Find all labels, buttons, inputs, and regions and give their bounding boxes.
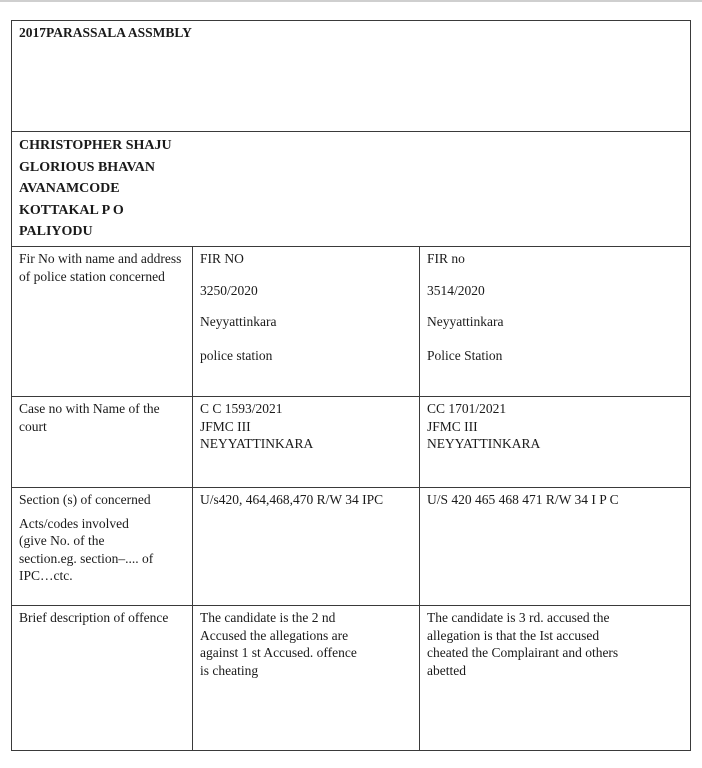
address-line-town: PALIYODU xyxy=(19,224,93,239)
address-line-locality: AVANAMCODE xyxy=(19,181,120,196)
brief-case2-cell xyxy=(420,606,691,751)
fir-case1-station: Neyyattinkara xyxy=(200,314,277,330)
acts-note-line: IPC…ctc. xyxy=(19,568,73,584)
brief-case2-line: The candidate is 3 rd. accused the xyxy=(427,610,610,625)
fir-case2-station-suffix: Police Station xyxy=(427,347,503,363)
constituency-cell xyxy=(12,21,691,132)
sections-label: Section (s) of concerned xyxy=(19,492,151,507)
sections-case1-cell xyxy=(193,488,420,606)
case1-number: C C 1593/2021 xyxy=(200,401,283,416)
fir-case2-station: Neyyattinkara xyxy=(427,314,504,330)
brief-case1-line: Accused the allegations are xyxy=(200,627,349,643)
fir-case2-number: 3514/2020 xyxy=(427,282,485,298)
case-row xyxy=(12,397,691,488)
case1-place: NEYYATTINKARA xyxy=(200,436,314,452)
brief-label: Brief description of offence xyxy=(19,610,169,625)
sections-label-cell xyxy=(12,488,193,606)
sections-case2: U/S 420 465 468 471 R/W 34 I P C xyxy=(427,492,619,507)
sections-case1: U/s420, 464,468,470 R/W 34 IPC xyxy=(200,492,384,507)
candidate-address-cell xyxy=(12,132,691,247)
brief-case1-cell xyxy=(193,606,420,751)
fir-case1-label: FIR NO xyxy=(200,251,244,266)
fir-case2-label: FIR no xyxy=(427,251,465,266)
fir-case1-cell xyxy=(193,247,420,397)
case2-court: JFMC III xyxy=(427,418,478,434)
address-row xyxy=(12,132,691,247)
brief-case2-line: allegation is that the Ist accused xyxy=(427,627,600,643)
page-top-edge xyxy=(0,0,702,2)
acts-note-line: Acts/codes involved xyxy=(19,515,129,531)
acts-note-line: (give No. of the xyxy=(19,533,105,549)
case2-number: CC 1701/2021 xyxy=(427,401,507,416)
fir-case1-station-suffix: police station xyxy=(200,347,273,363)
case2-cell xyxy=(420,397,691,488)
brief-case1-line: against 1 st Accused. offence xyxy=(200,645,357,661)
case1-court: JFMC III xyxy=(200,418,251,434)
brief-label-cell xyxy=(12,606,193,751)
brief-case2-line: abetted xyxy=(427,662,466,678)
brief-row xyxy=(12,606,691,751)
brief-case2-line: cheated the Complairant and others xyxy=(427,645,619,661)
brief-case1-line: is cheating xyxy=(200,662,259,678)
fir-case2-cell xyxy=(420,247,691,397)
fir-case1-number: 3250/2020 xyxy=(200,282,258,298)
candidate-name: CHRISTOPHER SHAJU xyxy=(19,138,172,153)
constituency-title: 2017PARASSALA ASSMBLY xyxy=(19,25,192,40)
acts-note xyxy=(19,515,186,585)
fir-label: Fir No with name and address of police station concerned xyxy=(19,251,182,284)
brief-case1-line: The candidate is the 2 nd xyxy=(200,610,336,625)
sections-row xyxy=(12,488,691,606)
address-line-house: GLORIOUS BHAVAN xyxy=(19,159,156,175)
acts-note-line: section.eg. section–.... of xyxy=(19,550,154,566)
case-label: Case no with Name of the court xyxy=(19,401,160,434)
case-label-cell xyxy=(12,397,193,488)
criminal-case-table xyxy=(11,20,691,751)
case2-place: NEYYATTINKARA xyxy=(427,436,541,452)
address-line-post-office: KOTTAKAL P O xyxy=(19,202,124,218)
fir-label-cell xyxy=(12,247,193,397)
fir-row xyxy=(12,247,691,397)
sections-case2-cell xyxy=(420,488,691,606)
case1-cell xyxy=(193,397,420,488)
header-row xyxy=(12,21,691,132)
